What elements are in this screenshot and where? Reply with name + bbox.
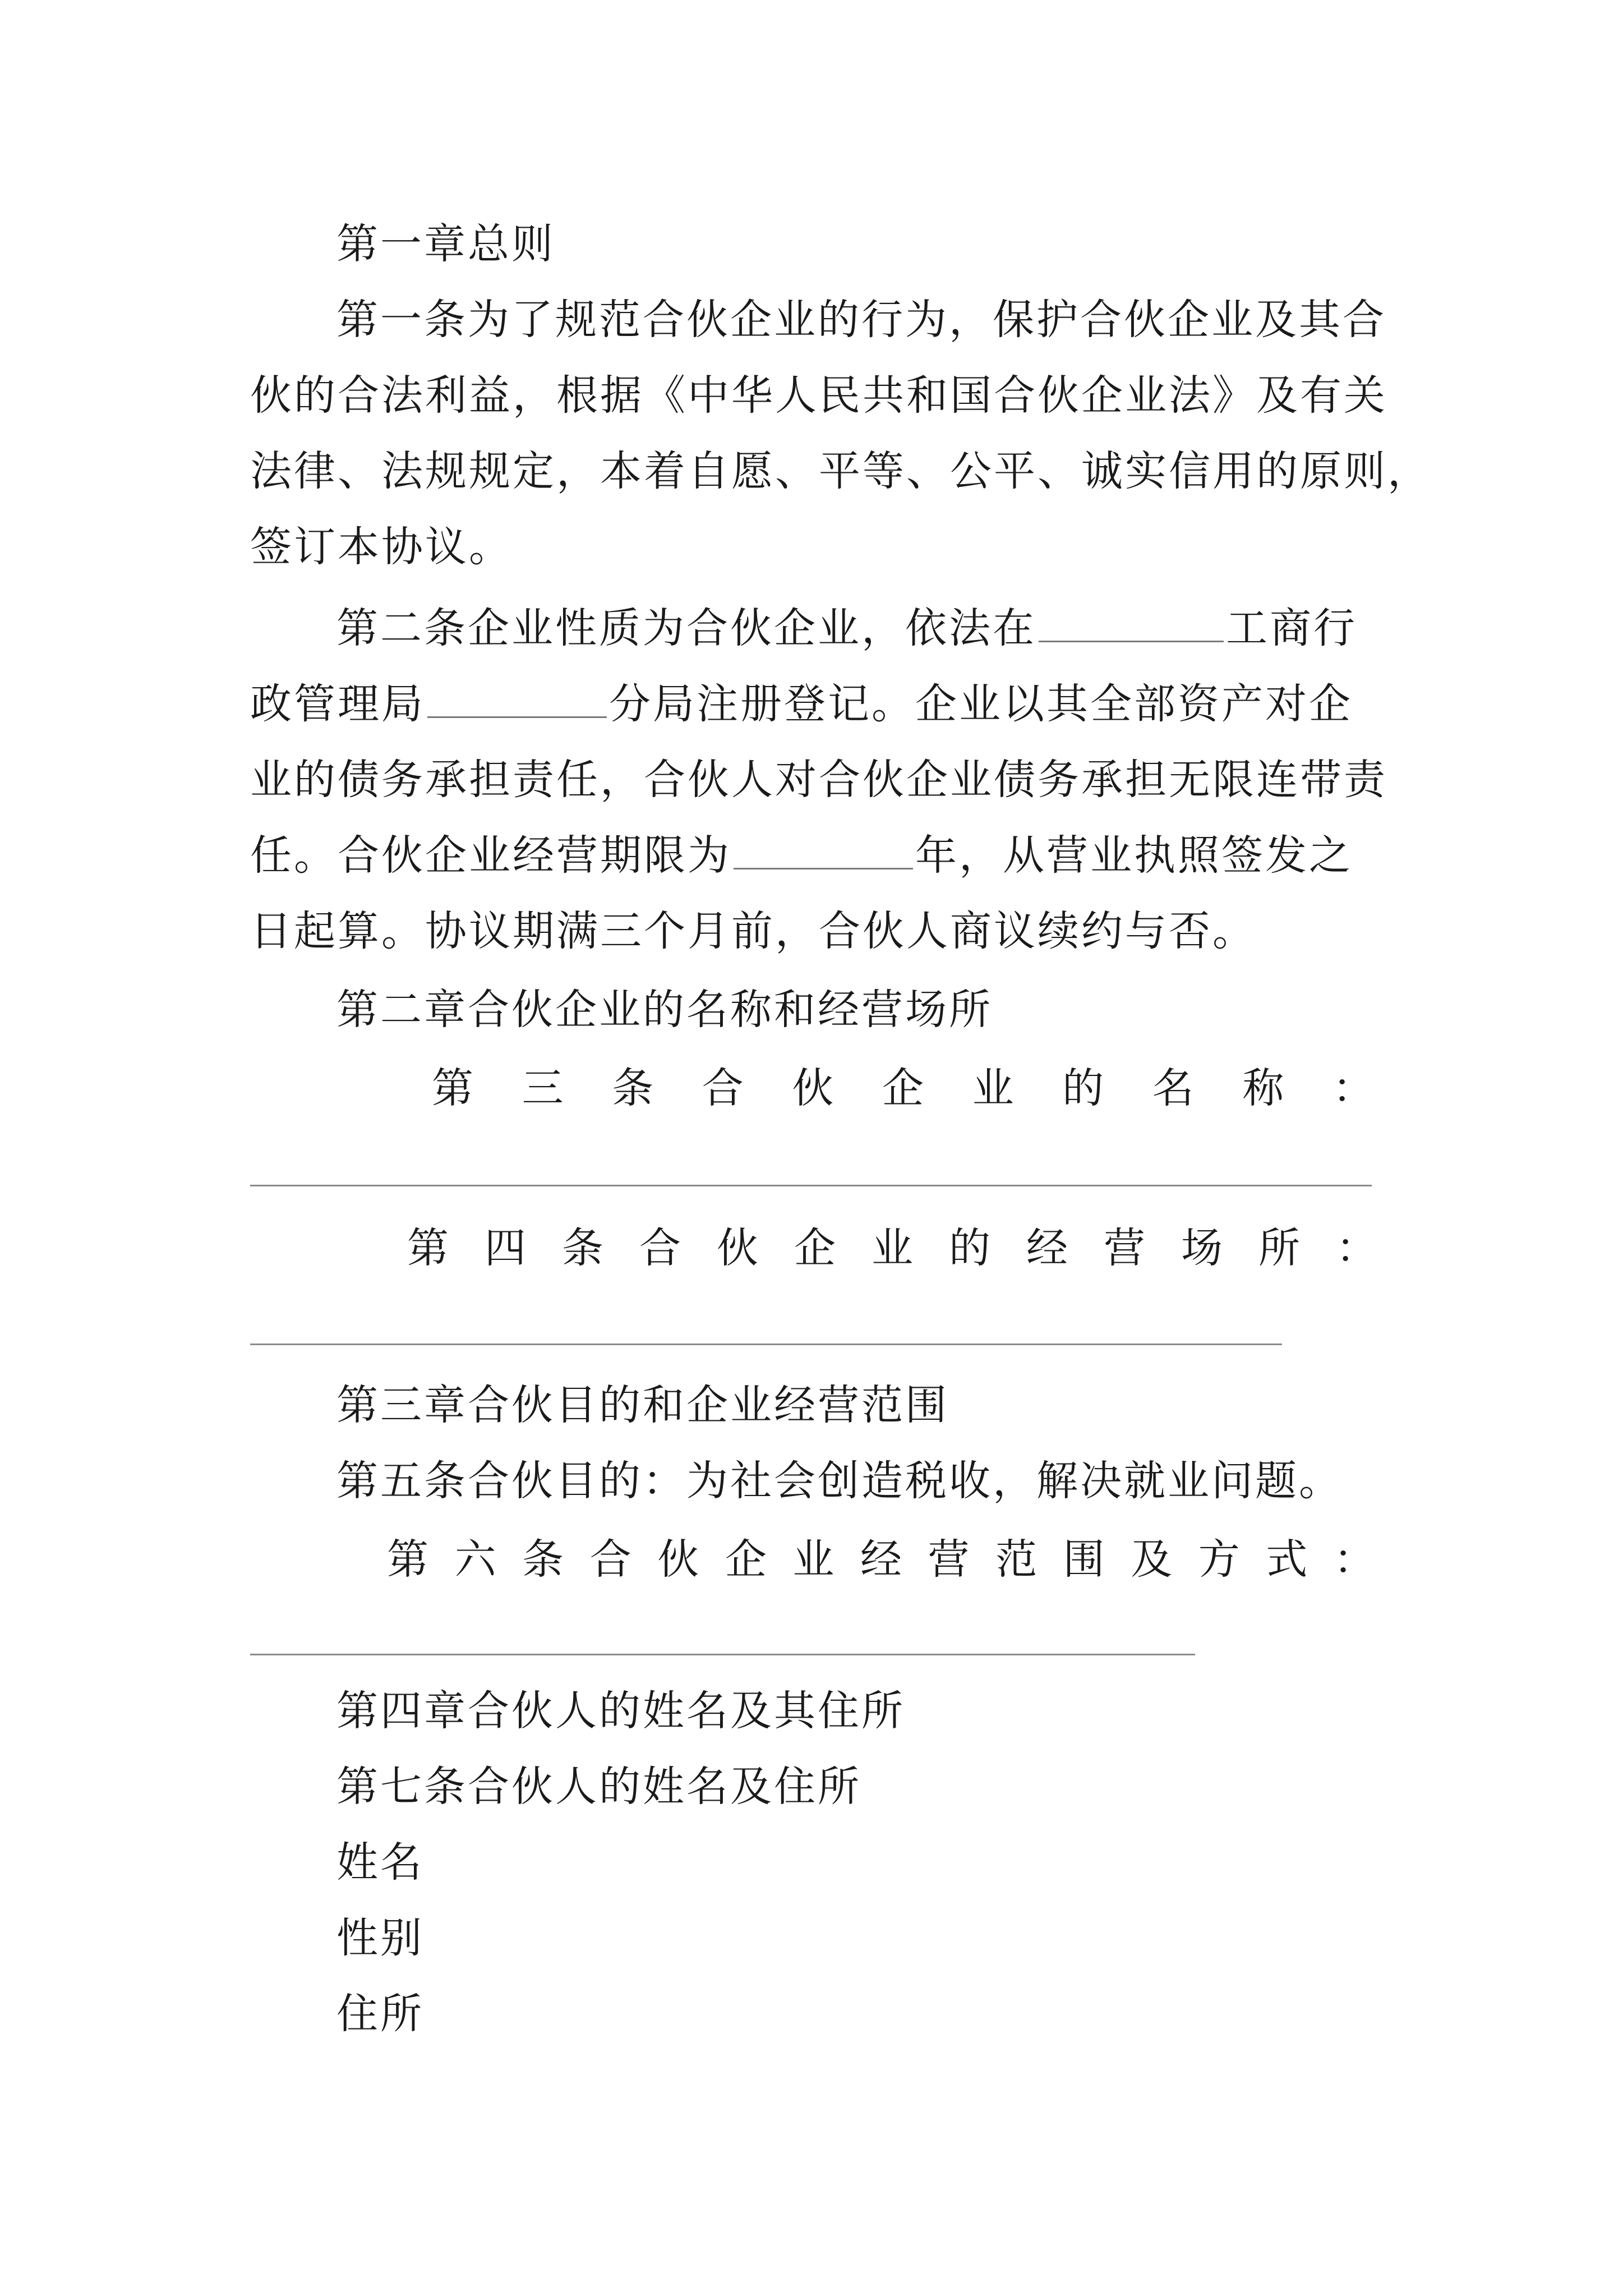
enterprise-name-blank [250, 1185, 1372, 1186]
article-3-line [432, 1060, 1374, 1116]
article-2-line-1-text-a: 第二条企业性质为合伙企业，依法在 [336, 604, 1036, 652]
article-4-char: 业 [872, 1224, 913, 1272]
article-4-char: 的 [949, 1224, 990, 1272]
article-6-char: 营 [928, 1535, 970, 1584]
article-1-line-1: 第一条为了规范合伙企业的行为，保护合伙企业及其合 [336, 296, 1386, 344]
article-4-char: 经 [1026, 1224, 1068, 1272]
article-2-line-2-text-a: 政管理局 [250, 680, 425, 728]
article-2-line-4 [250, 827, 1353, 884]
registration-city-blank [1039, 607, 1224, 642]
operating-term-blank [734, 834, 913, 869]
article-1-line-2: 伙的合法利益，根据《中华人民共和国合伙企业法》及有关 [250, 371, 1387, 420]
article-2-line-5: 日起算。协议期满三个月前，合伙人商议续约与否。 [250, 907, 1256, 955]
business-scope-blank [250, 1654, 1195, 1655]
article-3-char: 的 [1062, 1064, 1104, 1112]
article-2-line-1-text-b: 工商行 [1226, 604, 1357, 652]
article-6-char: 经 [860, 1535, 902, 1584]
article-3-char: 企 [882, 1064, 924, 1112]
article-2-line-1 [336, 600, 1357, 656]
article-2-line-4-text-b: 年，从营业执照签发之 [915, 831, 1353, 880]
chapter-3-title: 第三章合伙目的和企业经营范围 [336, 1381, 949, 1429]
article-4-char: 企 [794, 1224, 836, 1272]
article-3-char: ： [1332, 1064, 1374, 1112]
article-6-char: ： [1333, 1535, 1375, 1584]
article-3-char: 合 [702, 1064, 744, 1112]
article-6-char: 六 [454, 1535, 496, 1584]
article-2-line-2 [250, 676, 1353, 732]
article-6-char: 方 [1198, 1535, 1240, 1584]
article-3-char: 第 [432, 1064, 473, 1112]
article-3-char: 名 [1152, 1064, 1194, 1112]
article-6-char: 合 [589, 1535, 631, 1584]
article-4-char: 第 [407, 1224, 449, 1272]
article-4-char: 四 [485, 1224, 526, 1272]
article-6-char: 伙 [657, 1535, 699, 1584]
article-6-char: 企 [725, 1535, 767, 1584]
article-4-char: 条 [562, 1224, 603, 1272]
article-4-char: 合 [639, 1224, 681, 1272]
article-6-char: 条 [522, 1535, 564, 1584]
registration-branch-blank [427, 683, 607, 718]
article-4-line [407, 1220, 1377, 1276]
article-1-line-4: 签订本协议。 [250, 523, 513, 571]
article-2-line-4-text-a: 任。合伙企业经营期限为 [250, 831, 731, 880]
article-6-char: 范 [995, 1535, 1038, 1584]
partner-gender-label: 性别 [336, 1914, 424, 1962]
partner-name-label: 姓名 [336, 1838, 424, 1887]
article-2-line-3: 业的债务承担责任，合伙人对合伙企业债务承担无限连带责 [250, 756, 1387, 804]
chapter-2-title: 第二章合伙企业的名称和经营场所 [336, 986, 993, 1034]
business-premises-blank [250, 1343, 1282, 1345]
article-6-char: 业 [792, 1535, 834, 1584]
partner-address-label: 住所 [336, 1990, 424, 2038]
chapter-1-title: 第一章总则 [336, 220, 555, 268]
article-6-char: 第 [387, 1535, 428, 1584]
article-6-line [387, 1531, 1375, 1588]
article-2-line-2-text-b: 分局注册登记。企业以其全部资产对企 [609, 680, 1353, 728]
article-4-char: ： [1336, 1224, 1377, 1272]
article-4-char: 伙 [717, 1224, 758, 1272]
article-3-char: 伙 [792, 1064, 834, 1112]
article-3-char: 条 [612, 1064, 654, 1112]
article-4-char: 所 [1258, 1224, 1300, 1272]
article-3-char: 三 [522, 1064, 564, 1112]
article-6-char: 及 [1131, 1535, 1173, 1584]
article-7-line: 第七条合伙人的姓名及住所 [336, 1763, 861, 1811]
article-5-line: 第五条合伙目的：为社会创造税收，解决就业问题。 [336, 1457, 1343, 1505]
chapter-4-title: 第四章合伙人的姓名及其住所 [336, 1687, 905, 1735]
article-4-char: 场 [1181, 1224, 1223, 1272]
article-3-char: 称 [1242, 1064, 1284, 1112]
article-6-char: 式 [1266, 1535, 1308, 1584]
article-6-char: 围 [1063, 1535, 1105, 1584]
article-3-char: 业 [972, 1064, 1014, 1112]
article-4-char: 营 [1104, 1224, 1145, 1272]
article-1-line-3: 法律、法规规定，本着自愿、平等、公平、诚实信用的原则， [250, 447, 1431, 495]
